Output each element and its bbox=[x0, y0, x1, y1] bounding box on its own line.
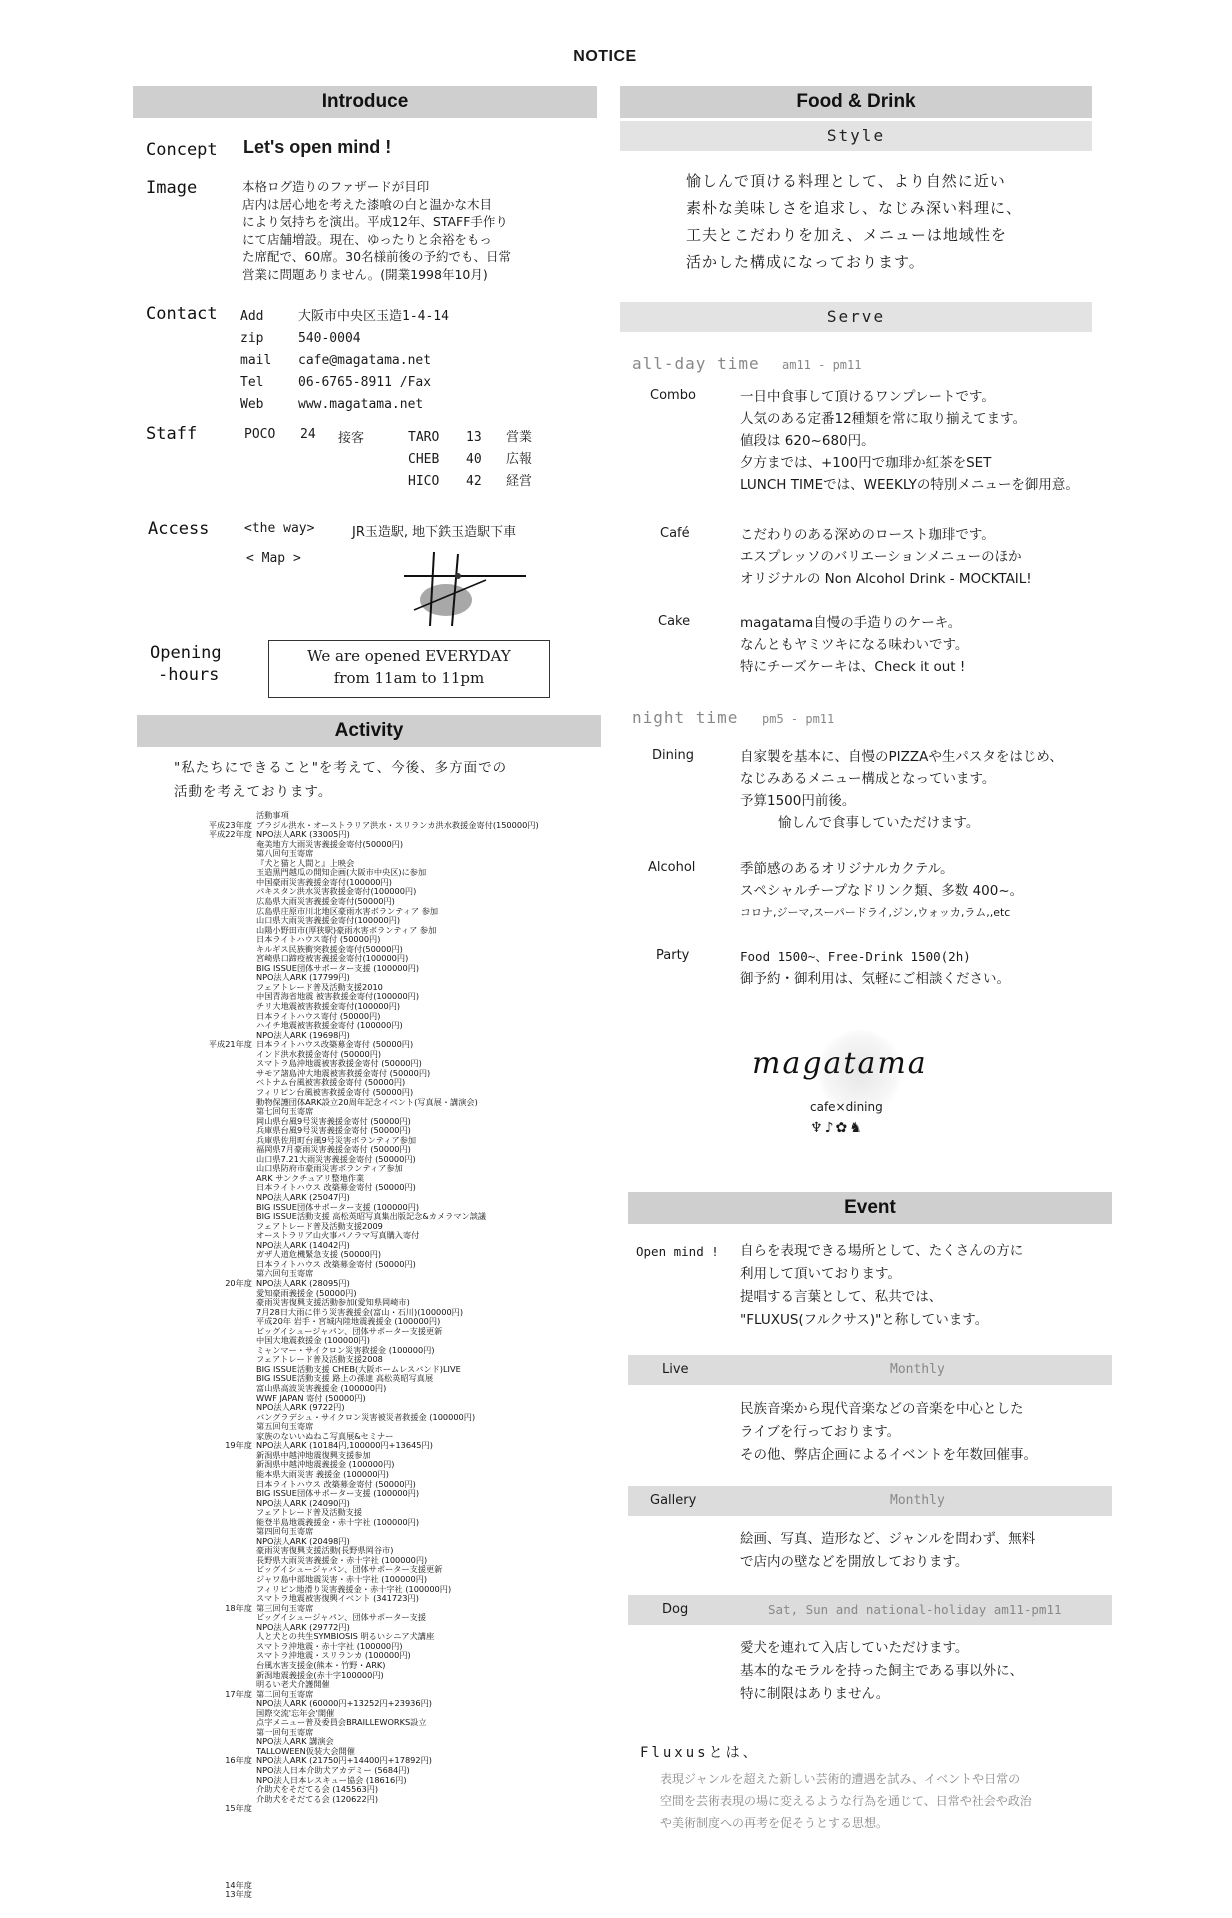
activity-item: NPO法人ARK (9722円) bbox=[256, 1402, 345, 1413]
activity-item: サモア諸島沖大地震被害救援金寄付 (50000円) bbox=[256, 1067, 431, 1078]
cafe-label: Café bbox=[660, 526, 690, 541]
activity-item: 広島県大雨災害義援金寄付(50000円) bbox=[256, 895, 395, 906]
activity-item: 日本ライトハウス 改築募金寄付 (50000円) bbox=[256, 1182, 416, 1193]
activity-year: 平成22年度 bbox=[208, 829, 252, 840]
night-label: night time bbox=[632, 708, 739, 727]
live-band bbox=[628, 1355, 1112, 1385]
activity-item: ベトナム台風被害救援金寄付 (50000円) bbox=[256, 1077, 406, 1088]
staff-member: POCO 24 接客 bbox=[244, 427, 365, 446]
allday-time: am11 - pm11 bbox=[782, 358, 862, 372]
activity-item: 長野県大雨災害義援金・赤十字社 (100000円) bbox=[256, 1554, 428, 1565]
food-drink-heading: Food & Drink bbox=[620, 86, 1092, 118]
activity-item: 日本ライトハウス寄付 (50000円) bbox=[256, 1010, 381, 1021]
activity-item: 能本県大雨災害 義援金 (100000円) bbox=[256, 1468, 389, 1479]
phone: 06-6765-8911 /Fax bbox=[298, 375, 432, 390]
activity-item: NPO法人ARK 講演会 bbox=[256, 1736, 334, 1747]
activity-item: 奄美地方大雨災害義援金寄付(50000円) bbox=[256, 838, 404, 849]
activity-item: スマトラ島沖地震被害救援金寄付 (50000円) bbox=[256, 1058, 422, 1069]
activity-year: 16年度 bbox=[225, 1755, 252, 1766]
activity-item: NPO法人ARK (25047円) bbox=[256, 1192, 350, 1202]
activity-item: インド洪水救援金寄付 (50000円) bbox=[256, 1048, 382, 1059]
activity-item: 第六回句玉寄席 bbox=[256, 1268, 314, 1279]
map-label: < Map > bbox=[246, 551, 301, 566]
concept-value: Let's open mind ! bbox=[243, 137, 392, 157]
logo-tagline: cafe×dining bbox=[810, 1100, 883, 1114]
fluxus-label: Fluxusとは、 bbox=[640, 1745, 760, 1761]
activity-item: 点字メニュー普及委員会BRAILLEWORKS設立 bbox=[256, 1717, 427, 1728]
activity-item: フィリピン台風被害救援金寄付 (50000円) bbox=[256, 1086, 414, 1097]
activity-item: 動物保護団体ARK設立20周年記念イベント(写真展・講演会) bbox=[256, 1096, 478, 1107]
contact-label: Contact bbox=[146, 304, 218, 324]
activity-item: 介助犬をそだてる会 (120622円) bbox=[256, 1793, 379, 1804]
activity-item: BIG ISSUE団体サポーター支援 (100000円) bbox=[256, 962, 420, 973]
activity-item: ビッグイシュージャパン、団体サポーター支援更新 bbox=[256, 1564, 443, 1575]
activity-item: 豪雨災害復興支援活動(長野県岡谷市) bbox=[256, 1545, 394, 1556]
activity-item: バングラデシュ・サイクロン災害被災者救援金 (100000円) bbox=[256, 1411, 476, 1422]
style-description: 愉しんで頂ける料理として、より自然に近い 素朴な美味しさを追求し、なじみ深い料理に、 工夫とこだわりを加え、メニューは地域性を 活かした構成になっております。 bbox=[686, 172, 1023, 271]
activity-item: 玉造黒門越瓜の開知企画(大阪市中央区)に参加 bbox=[256, 867, 427, 878]
combo-label: Combo bbox=[650, 388, 696, 403]
activity-item: 7月28日大雨に伴う災害義援金(富山・石川)(100000円) bbox=[256, 1306, 464, 1317]
activity-heading: Activity bbox=[137, 715, 601, 747]
activity-item: 日本ライトハウス改築募金寄付 (50000円) bbox=[256, 1039, 414, 1050]
activity-item: 人と犬との共生SYMBIOSIS 明るいシニア犬講座 bbox=[256, 1631, 435, 1642]
contact-keys: Add zip mail Tel Web bbox=[240, 309, 272, 412]
allday-label: all-day time bbox=[632, 354, 760, 373]
night-time: pm5 - pm11 bbox=[762, 712, 835, 726]
activity-item: NPO法人日本介助犬アカデミー (5684円) bbox=[256, 1765, 410, 1775]
activity-item: NPO法人ARK (19698円) bbox=[256, 1029, 350, 1040]
activity-years bbox=[172, 810, 252, 1910]
image-description: 本格ログ造りのファザードが目印 店内は居心地を考えた漆喰の白と温かな木目 により気持ちを演出。平成12年、STAFF手作り にて店舗増設。現在、ゆったりと余裕をもっ た席配で、60席。30名様前後の予約でも、日常 営業に問題ありません。(開業1998年10月) bbox=[242, 179, 512, 282]
music-note-icon: ♪ bbox=[824, 1120, 836, 1136]
page-title: NOTICE bbox=[573, 48, 637, 65]
dining-label: Dining bbox=[652, 748, 694, 763]
activity-item: BIG ISSUE活動支援 CHEB(大阪ホームレスバンド)LIVE bbox=[256, 1363, 461, 1374]
staff-member: TARO 13 営業 bbox=[408, 430, 533, 445]
activity-item: 『犬と猫と人間と』上映会 bbox=[256, 857, 355, 868]
activity-item: NPO法人ARK (33005円) bbox=[256, 829, 350, 840]
activity-year: 平成21年度 bbox=[208, 1039, 252, 1050]
dog-band bbox=[628, 1595, 1112, 1625]
alcohol-label: Alcohol bbox=[648, 860, 696, 875]
activity-year: 18年度 bbox=[225, 1602, 252, 1613]
logo-text: magatama bbox=[752, 1046, 928, 1081]
activity-item: NPO法人ARK (14042円) bbox=[256, 1239, 350, 1250]
activity-item: 第五回句玉寄席 bbox=[256, 1421, 314, 1432]
activity-item: 日本ライトハウス 改築募金寄付 (50000円) bbox=[256, 1478, 416, 1489]
activity-year: 15年度 bbox=[225, 1803, 252, 1814]
activity-item: 兵庫県台風9号災害義援金寄付 (50000円) bbox=[256, 1125, 411, 1136]
activity-item: TALLOWEEN仮装大会開催 bbox=[256, 1745, 355, 1756]
live-label: Live bbox=[662, 1362, 689, 1377]
activity-item: 愛知豪雨義援金 (50000円) bbox=[256, 1287, 357, 1298]
activity-item: BIG ISSUE団体サポーター支援 (100000円) bbox=[256, 1488, 420, 1499]
activity-item: ビッグイシュージャパン、団体サポーター支援更新 bbox=[256, 1325, 443, 1336]
activity-item: 第二回句玉寄席 bbox=[256, 1688, 314, 1699]
activity-item: パキスタン洪水災害救援金寄付(100000円) bbox=[256, 886, 417, 897]
website-link[interactable]: www.magatama.net bbox=[298, 397, 424, 412]
activity-year: 平成23年度 bbox=[208, 819, 252, 830]
activity-year: 14年度 bbox=[225, 1879, 252, 1890]
cake-description: magatama自慢の手造りのケーキ。 なんともヤミツキになる味わいです。 特にチーズケーキは、Check it out ! bbox=[740, 615, 969, 675]
activity-item: 新潟県中越沖地震復興支援参加 bbox=[256, 1449, 371, 1460]
activity-item: 第四回句玉寄席 bbox=[256, 1526, 314, 1537]
activity-item: スマトラ地震被害復興イベント (341723円) bbox=[256, 1593, 419, 1604]
activity-item: NPO法人ARK (29772円) bbox=[256, 1621, 350, 1632]
activity-item: NPO法人ARK (17799円) bbox=[256, 972, 350, 983]
live-description: 民族音楽から現代音楽などの音楽を中心とした ライブを行っております。 その他、弊店企画によるイベントを年数回催事。 bbox=[740, 1401, 1037, 1463]
dog-description: 愛犬を連れて入店していただけます。 基本的なモラルを持った飼主である事以外に、 特に制限はありません。 bbox=[740, 1640, 1024, 1702]
activity-item: ブラジル洪水・オーストラリア洪水・スリランカ洪水救援金寄付(150000円) bbox=[256, 819, 539, 830]
activity-item: チリ大地震被害救援金寄付(100000円) bbox=[256, 1001, 401, 1011]
introduce-heading: Introduce bbox=[133, 86, 597, 118]
activity-item: 日本ライトハウス寄付 (50000円) bbox=[256, 934, 381, 945]
activity-item: 兵庫県佐用町台風9号災害ボランティア参加 bbox=[256, 1134, 417, 1145]
contact-values bbox=[298, 306, 449, 416]
activity-item: 岡山県台風9号災害義援金寄付 (50000円) bbox=[256, 1115, 411, 1126]
activity-item: 山口県大雨災害義援金寄付(100000円) bbox=[256, 915, 401, 926]
open-mind-label: Open mind ! bbox=[636, 1244, 719, 1259]
activity-year: 20年度 bbox=[225, 1277, 252, 1288]
access-label: Access bbox=[148, 519, 210, 539]
flower-icon: ✿ bbox=[835, 1120, 850, 1136]
opening-hours-label: Opening -hours bbox=[150, 643, 222, 685]
gallery-label: Gallery bbox=[650, 1493, 697, 1508]
event-heading: Event bbox=[628, 1192, 1112, 1224]
access-way: <the way> bbox=[244, 521, 315, 536]
activity-item: 能登半島地震義援金・赤十字社 (100000円) bbox=[256, 1516, 420, 1527]
activity-item: 第七回句玉寄席 bbox=[256, 1106, 314, 1117]
activity-item: 台風水害支援金(熊本・竹野・ARK) bbox=[256, 1659, 386, 1670]
staff-member: CHEB 40 広報 bbox=[408, 452, 533, 467]
activity-item: BIG ISSUE活動支援 高松英昭写真集出版記念&カメラマン談議 bbox=[256, 1211, 487, 1222]
opening-hours-box: We are opened EVERYDAY from 11am to 11pm bbox=[268, 640, 550, 698]
activity-item: 宮崎県口蹄疫被害義援金寄付(100000円) bbox=[256, 953, 409, 964]
dog-icon: ♞ bbox=[849, 1120, 864, 1136]
activity-item: ビッグイシュージャパン、団体サポーター支援 bbox=[256, 1612, 427, 1623]
activity-item: 中国大地震救援金 (100000円) bbox=[256, 1335, 370, 1346]
activity-item: 中国青海省地震 被害救援金寄付(100000円) bbox=[256, 991, 420, 1002]
party-label: Party bbox=[656, 948, 690, 963]
activity-item: ミャンマー・サイクロン災害救援金 (100000円) bbox=[256, 1344, 435, 1355]
dog-label: Dog bbox=[662, 1602, 689, 1617]
activity-item: 広島県庄原市川北地区豪雨水害ボランティア 参加 bbox=[256, 905, 439, 916]
activity-item: 福岡県7月豪雨災害義援金寄付 (50000円) bbox=[256, 1144, 411, 1155]
activity-item: WWF JAPAN 寄付 (50000円) bbox=[256, 1392, 366, 1403]
logo-icons bbox=[810, 1120, 864, 1136]
activity-item: ハイチ地震被害救援金寄付 (100000円) bbox=[256, 1020, 403, 1031]
staff-list bbox=[408, 427, 558, 493]
activity-item: フェアトレード普及活動支援2010 bbox=[256, 981, 383, 992]
style-heading: Style bbox=[620, 121, 1092, 151]
activity-item: 新潟県中越沖地震義援金 (100000円) bbox=[256, 1459, 395, 1470]
activity-item: NPO法人ARK (28095円) bbox=[256, 1277, 350, 1288]
staff-member: HICO 42 経営 bbox=[408, 474, 533, 489]
dining-description: 自家製を基本に、自慢のPIZZAや生パスタをはじめ、 なじみあるメニュー構成となっています。 予算1500円前後。 愉しんで食事していただけます。 bbox=[740, 749, 1063, 831]
staff-label: Staff bbox=[146, 424, 198, 444]
activity-item: 豪雨災害復興支援活動参加(愛知県岡崎市) bbox=[256, 1297, 410, 1308]
activity-item: 平成20年 岩手・宮城内陸地震義援金 (100000円) bbox=[256, 1316, 441, 1327]
activity-item: 国際交流'忘年会'開催 bbox=[256, 1707, 335, 1718]
cafe-description: こだわりのある深めのロースト珈琲です。 エスプレッソのバリエーションメニューのほか オリジナルの Non Alcohol Drink - MOCKTAIL! bbox=[740, 527, 1032, 587]
dog-frequency: Sat, Sun and national-holiday am11-pm11 bbox=[768, 1602, 1062, 1617]
fluxus-description: 表現ジャンルを超えた新しい芸術的遭遇を試み、イベントや日常の 空間を芸術表現の場に変えるような行為を通じて、日常や社会や政治 や美術制度への再考を促そうとする思想。 bbox=[660, 1772, 1032, 1830]
activity-item: ジャワ島中部地震災害・赤十字社 (100000円) bbox=[256, 1574, 428, 1584]
activity-list-header: 活動事項 bbox=[256, 810, 289, 820]
concept-label: Concept bbox=[146, 140, 218, 160]
activity-intro: "私たちにできること"を考えて、今後、多方面での 活動を考えております。 bbox=[174, 760, 508, 800]
address: 大阪市中央区玉造1-4-14 bbox=[298, 309, 449, 324]
activity-item: BIG ISSUE活動支援 路上の孫達 高松英昭写真展 bbox=[256, 1373, 434, 1384]
activity-item: 中国豪雨災害義援金寄付(100000円) bbox=[256, 876, 392, 887]
activity-item: 山口県防府市豪雨災害ボランティア参加 bbox=[256, 1163, 403, 1174]
activity-item: 第三回句玉寄席 bbox=[256, 1602, 314, 1613]
alcohol-description: 季節感のあるオリジナルカクテル。 スペシャルチープなドリンク類、多数 400~。 コロナ,ジーマ,スーパードライ,ジン,ウォッカ,ラム,,etc bbox=[740, 861, 1024, 919]
activity-item: NPO法人ARK (60000円+13252円+23936円) bbox=[256, 1698, 432, 1709]
party-description: Food 1500~、Free-Drink 1500(2h) 御予約・御利用は、気軽にご相談ください。 bbox=[740, 949, 1010, 987]
activity-item: オーストラリア山火事パノラマ写真購入寄付 bbox=[256, 1230, 420, 1241]
activity-item: スマトラ沖地震・赤十字社 (100000円) bbox=[256, 1640, 403, 1651]
fork-icon: ♆ bbox=[810, 1120, 825, 1136]
combo-description: 一日中食事して頂けるワンプレートです。 人気のある定番12種類を常に取り揃えてます。 値段は 620~680円。 夕方までは、+100円で珈琲か紅茶をSET LUNCH TIMEでは、WEEKLYの特別メニューを御用意。 bbox=[740, 389, 1079, 493]
gallery-band bbox=[628, 1486, 1112, 1516]
activity-item: NPO法人ARK (21750円+14400円+17892円) bbox=[256, 1755, 432, 1766]
serve-heading: Serve bbox=[620, 302, 1092, 332]
activity-item: フェアトレード普及活動支援 bbox=[256, 1507, 363, 1518]
activity-item: キルギス民族衝突救援金寄付(50000円) bbox=[256, 943, 403, 954]
activity-item: 第八回句玉寄席 bbox=[256, 848, 314, 859]
activity-item: フェアトレード普及活動支援2008 bbox=[256, 1354, 383, 1365]
access-text: JR玉造駅, 地下鉄玉造駅下車 bbox=[352, 525, 517, 540]
activity-item: 新潟地震義援金(赤十字100000円) bbox=[256, 1669, 384, 1680]
activity-item: NPO法人ARK (20498円) bbox=[256, 1535, 350, 1546]
open-mind-description: 自らを表現できる場所として、たくさんの方に 利用して頂いております。 提唱する言葉として、私共では、 "FLUXUS(フルクサス)"と称しています。 bbox=[740, 1243, 1024, 1328]
gallery-frequency: Monthly bbox=[890, 1493, 945, 1508]
activity-item: NPO法人ARK (10184円,100000円+13645円) bbox=[256, 1440, 433, 1451]
activity-item: スマトラ沖地震・スリランカ (100000円) bbox=[256, 1650, 411, 1661]
access-map[interactable] bbox=[396, 548, 532, 628]
activity-item: ガザ人道危機緊急支援 (50000円) bbox=[256, 1249, 382, 1260]
activity-item: 家族のないいぬねこ写真展&セミナー bbox=[256, 1430, 394, 1441]
activity-item: NPO法人ARK (24090円) bbox=[256, 1497, 350, 1508]
activity-item: 富山県高波災害義援金 (100000円) bbox=[256, 1383, 387, 1393]
activity-year: 17年度 bbox=[225, 1688, 252, 1699]
activity-item: ARK サンクチュアリ整地作業 bbox=[256, 1172, 365, 1183]
activity-list bbox=[256, 810, 606, 1910]
zip-code: 540-0004 bbox=[298, 331, 361, 346]
activity-item: 介助犬をそだてる会 (145563円) bbox=[256, 1784, 379, 1795]
cake-label: Cake bbox=[658, 614, 691, 629]
gallery-description: 絵画、写真、造形など、ジャンルを問わず、無料 で店内の壁などを開放しております。 bbox=[740, 1531, 1036, 1570]
activity-year: 13年度 bbox=[225, 1889, 252, 1900]
email-link[interactable]: cafe@magatama.net bbox=[298, 353, 432, 368]
activity-item: BIG ISSUE団体サポーター支援 (100000円) bbox=[256, 1201, 420, 1212]
image-label: Image bbox=[146, 178, 198, 198]
activity-item: 明るい老犬介護開催 bbox=[256, 1679, 330, 1690]
live-frequency: Monthly bbox=[890, 1362, 945, 1377]
activity-item: NPO法人日本レスキュー協会 (18616円) bbox=[256, 1774, 407, 1785]
activity-year: 19年度 bbox=[225, 1440, 252, 1451]
activity-item: 日本ライトハウス 改築募金寄付 (50000円) bbox=[256, 1258, 416, 1269]
activity-item: フィリピン地滑り災害義援金・赤十字社 (100000円) bbox=[256, 1583, 452, 1594]
activity-item: 第一回句玉寄席 bbox=[256, 1726, 314, 1737]
activity-item: フェアトレード普及活動支援2009 bbox=[256, 1220, 383, 1231]
activity-item: 山口県7.21大雨災害義援金寄付 (50000円) bbox=[256, 1153, 416, 1164]
activity-item: 山陽小野田市(厚狭駅)豪雨水害ボランティア 参加 bbox=[256, 924, 437, 935]
